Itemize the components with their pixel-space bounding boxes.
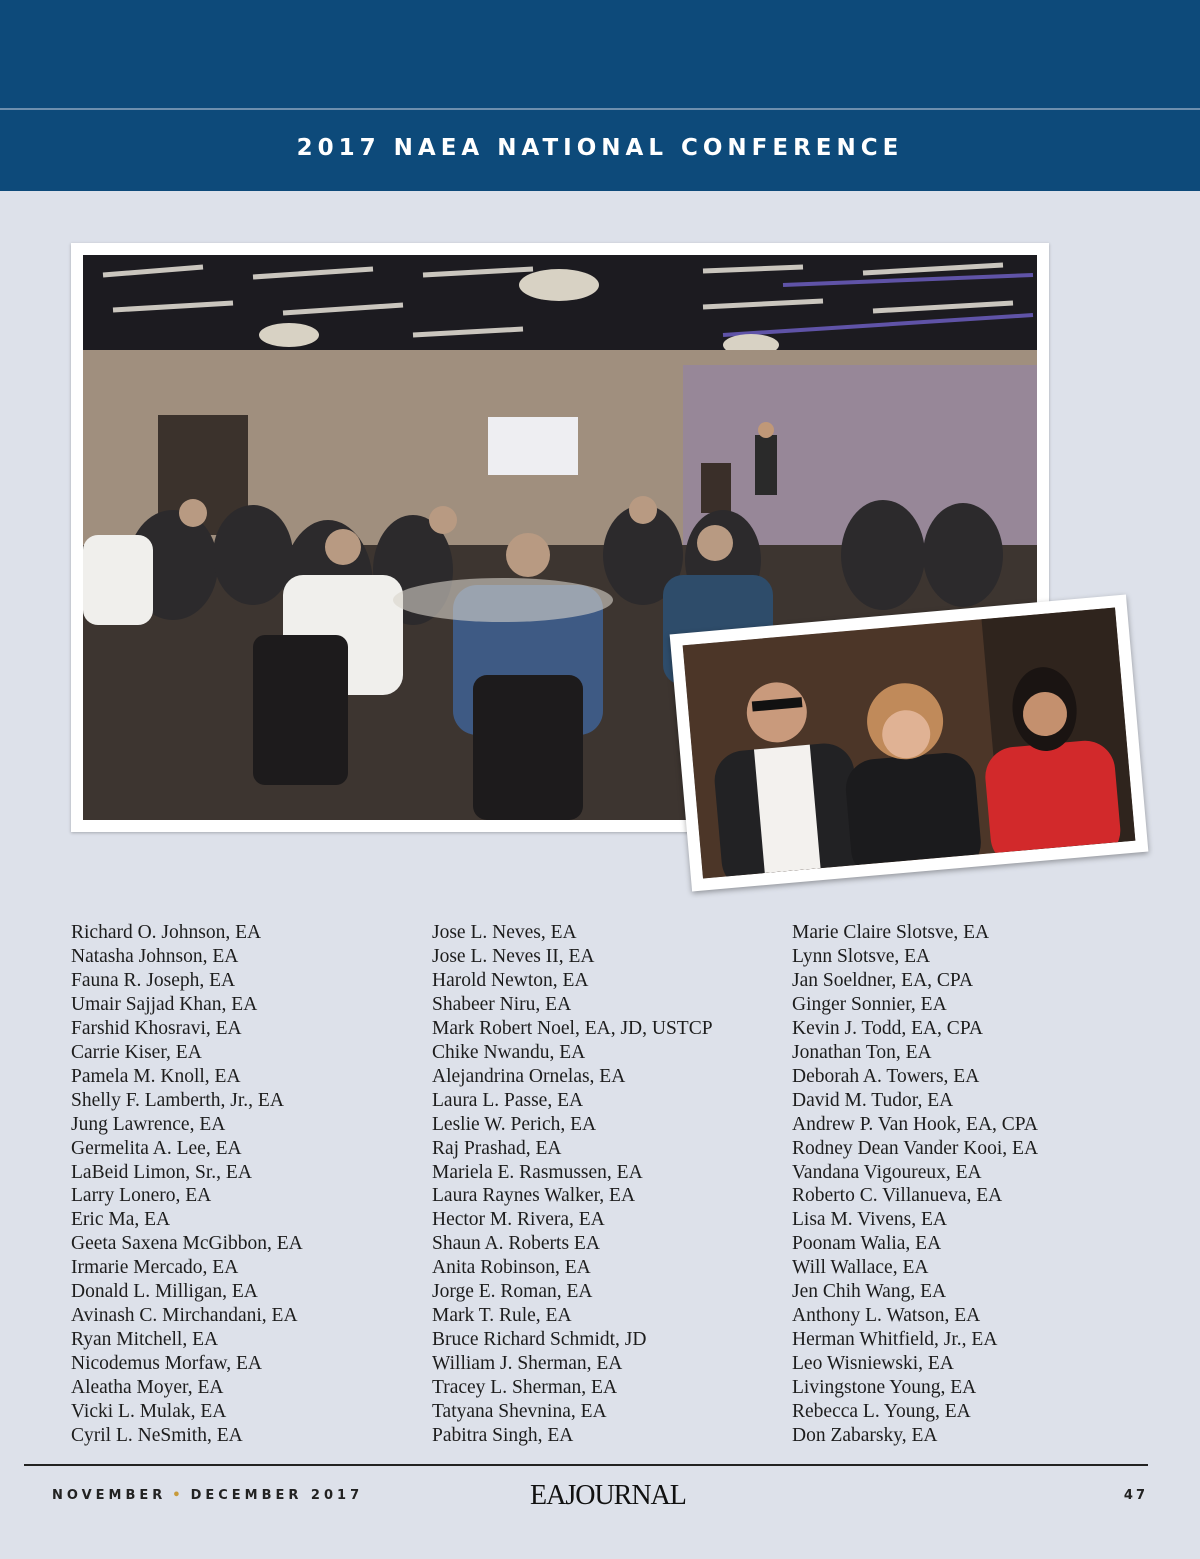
page-number: 47 xyxy=(1123,1488,1148,1503)
name-entry: Anthony L. Watson, EA xyxy=(792,1305,981,1327)
name-entry: Shabeer Niru, EA xyxy=(432,993,572,1015)
attendees-photo-illustration xyxy=(683,608,1136,879)
name-entry: Eric Ma, EA xyxy=(71,1209,171,1231)
name-entry: Rodney Dean Vander Kooi, EA xyxy=(792,1137,1039,1159)
header-band xyxy=(0,0,1200,108)
name-entry: Ginger Sonnier, EA xyxy=(792,993,947,1015)
name-entry: Lynn Slotsve, EA xyxy=(792,945,931,967)
name-entry: Jose L. Neves, EA xyxy=(432,922,577,943)
issue-month-2: DECEMBER 2017 xyxy=(190,1488,364,1503)
name-entry: Poonam Walia, EA xyxy=(792,1233,942,1255)
name-entry: Will Wallace, EA xyxy=(792,1257,929,1279)
name-entry: Mark T. Rule, EA xyxy=(432,1305,572,1327)
name-entry: Harold Newton, EA xyxy=(432,969,589,991)
name-entry: Irmarie Mercado, EA xyxy=(71,1257,239,1279)
photo-inset-image xyxy=(683,608,1136,879)
name-entry: Avinash C. Mirchandani, EA xyxy=(71,1305,298,1327)
name-entry: LaBeid Limon, Sr., EA xyxy=(71,1161,252,1183)
name-entry: Kevin J. Todd, EA, CPA xyxy=(792,1017,983,1039)
name-entry: Raj Prashad, EA xyxy=(432,1137,562,1159)
name-entry: Ryan Mitchell, EA xyxy=(71,1329,219,1351)
name-entry: Marie Claire Slotsve, EA xyxy=(792,922,990,943)
name-entry: Richard O. Johnson, EA xyxy=(71,922,262,943)
name-entry: Jonathan Ton, EA xyxy=(792,1041,932,1063)
ea-journal-logo: EAJOURNAL xyxy=(530,1480,686,1511)
names-column-3 xyxy=(792,921,1038,1448)
name-entry: Livingstone Young, EA xyxy=(792,1377,977,1399)
name-entry: Jose L. Neves II, EA xyxy=(432,945,595,967)
name-entry: Jan Soeldner, EA, CPA xyxy=(792,969,974,991)
name-entry: Nicodemus Morfaw, EA xyxy=(71,1353,262,1375)
names-column-1 xyxy=(71,921,303,1448)
name-entry: Vicki L. Mulak, EA xyxy=(71,1401,227,1423)
name-entry: Andrew P. Van Hook, EA, CPA xyxy=(792,1113,1038,1135)
name-entry: Geeta Saxena McGibbon, EA xyxy=(71,1233,303,1255)
name-entry: Don Zabarsky, EA xyxy=(792,1425,938,1447)
issue-month-1: NOVEMBER xyxy=(52,1488,167,1503)
name-entry: Cyril L. NeSmith, EA xyxy=(71,1425,243,1447)
name-entry: Jen Chih Wang, EA xyxy=(792,1281,947,1303)
names-column-2 xyxy=(432,921,713,1448)
name-entry: Hector M. Rivera, EA xyxy=(432,1209,605,1231)
name-entry: Vandana Vigoureux, EA xyxy=(792,1161,982,1183)
name-entry: Lisa M. Vivens, EA xyxy=(792,1209,948,1231)
name-entry: Mark Robert Noel, EA, JD, USTCP xyxy=(432,1017,713,1039)
name-entry: Umair Sajjad Khan, EA xyxy=(71,993,258,1015)
name-entry: Roberto C. Villanueva, EA xyxy=(792,1185,1003,1207)
name-entry: Leo Wisniewski, EA xyxy=(792,1353,954,1375)
section-title: 2017 NAEA NATIONAL CONFERENCE xyxy=(296,134,904,161)
name-entry: Chike Nwandu, EA xyxy=(432,1041,586,1063)
name-entry: Tracey L. Sherman, EA xyxy=(432,1377,618,1399)
name-entry: Jung Lawrence, EA xyxy=(71,1113,226,1135)
section-title-band xyxy=(0,110,1200,191)
name-entry: Germelita A. Lee, EA xyxy=(71,1137,242,1159)
name-entry: Donald L. Milligan, EA xyxy=(71,1281,258,1303)
name-entry: Fauna R. Joseph, EA xyxy=(71,969,236,991)
name-entry: Pamela M. Knoll, EA xyxy=(71,1065,241,1087)
name-entry: David M. Tudor, EA xyxy=(792,1089,954,1111)
name-entry: Deborah A. Towers, EA xyxy=(792,1065,980,1087)
name-entry: Bruce Richard Schmidt, JD xyxy=(432,1329,647,1351)
name-entry: Natasha Johnson, EA xyxy=(71,945,239,967)
name-entry: Mariela E. Rasmussen, EA xyxy=(432,1161,643,1183)
name-entry: Farshid Khosravi, EA xyxy=(71,1017,242,1039)
footer-divider xyxy=(24,1464,1148,1466)
name-entry: Laura Raynes Walker, EA xyxy=(432,1185,636,1207)
name-entry: Carrie Kiser, EA xyxy=(71,1041,202,1063)
name-entry: Larry Lonero, EA xyxy=(71,1185,212,1207)
name-entry: Pabitra Singh, EA xyxy=(432,1425,574,1447)
name-entry: Leslie W. Perich, EA xyxy=(432,1113,597,1135)
name-entry: Anita Robinson, EA xyxy=(432,1257,591,1279)
name-entry: Alejandrina Ornelas, EA xyxy=(432,1065,626,1087)
name-entry: Tatyana Shevnina, EA xyxy=(432,1401,607,1423)
name-entry: Laura L. Passe, EA xyxy=(432,1089,584,1111)
name-entry: Shelly F. Lamberth, Jr., EA xyxy=(71,1089,284,1111)
name-entry: Aleatha Moyer, EA xyxy=(71,1377,224,1399)
name-entry: William J. Sherman, EA xyxy=(432,1353,623,1375)
attendees-inset-photo xyxy=(670,595,1149,892)
separator-dot: • xyxy=(172,1488,185,1503)
name-entry: Shaun A. Roberts EA xyxy=(432,1233,600,1255)
name-entry: Herman Whitfield, Jr., EA xyxy=(792,1329,998,1351)
name-entry: Rebecca L. Young, EA xyxy=(792,1401,971,1423)
name-entry: Jorge E. Roman, EA xyxy=(432,1281,593,1303)
issue-date xyxy=(52,1488,363,1503)
